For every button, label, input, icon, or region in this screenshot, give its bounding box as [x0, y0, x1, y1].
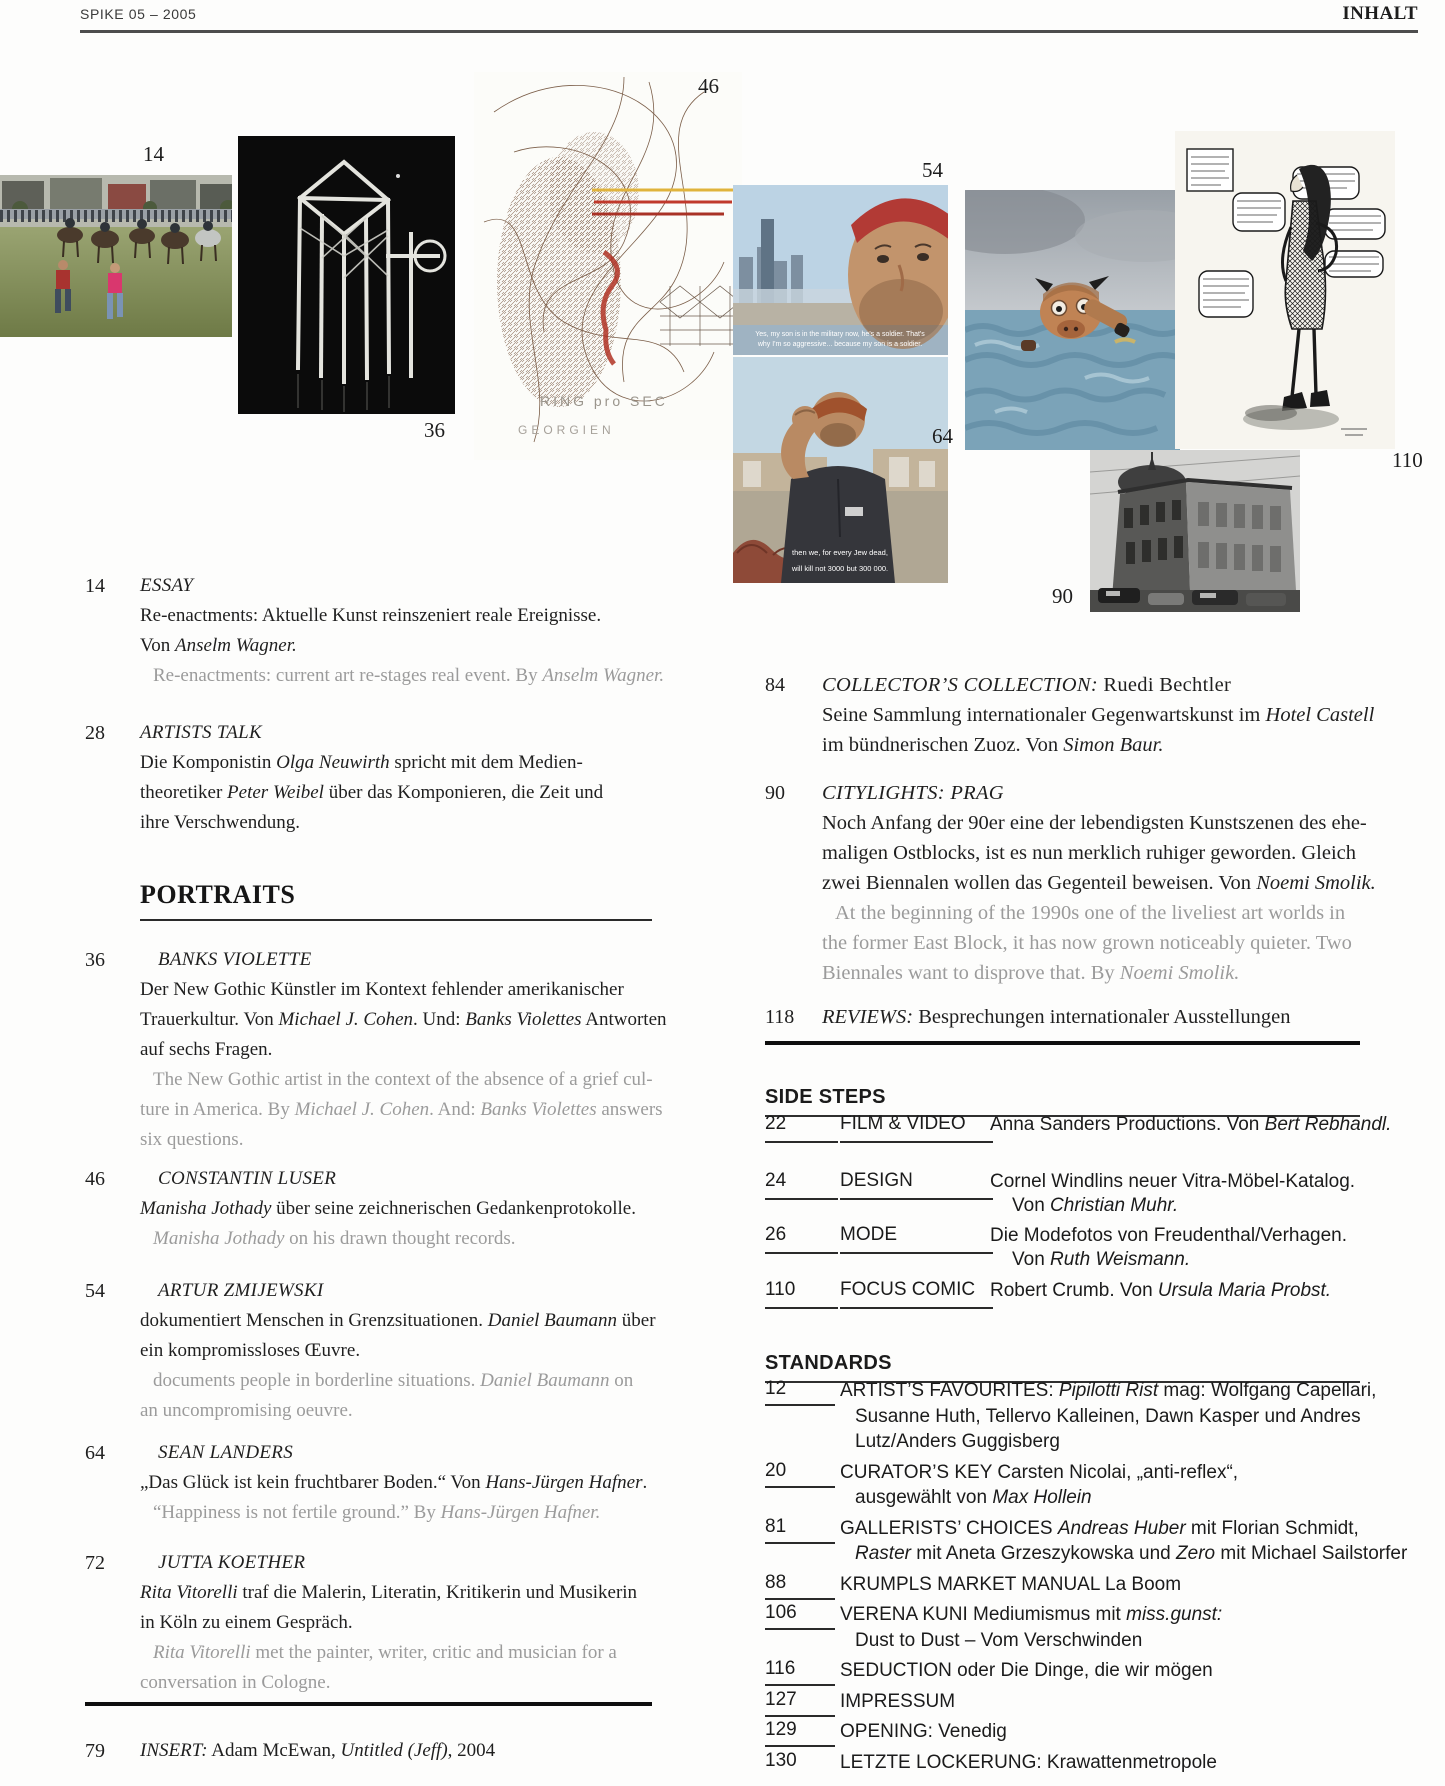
text-run: ARTISTS TALK — [140, 722, 263, 743]
figure-artur-zmijewski-still-top — [733, 185, 948, 355]
entry-page-number: 28 — [85, 722, 105, 744]
standards-lines — [840, 1378, 1415, 1455]
text-run: Banks Violettes — [465, 1009, 582, 1030]
text-run: Die Modefotos von Freudenthal/Verhagen. — [990, 1225, 1348, 1246]
text-run: Rita Vitorelli — [153, 1642, 251, 1663]
figure-label-64: 64 — [932, 424, 953, 448]
text-run: maligen Ostblocks, ist es nun merklich ruhiger geworden. Gleich — [822, 842, 1357, 864]
entry-text-en — [140, 1125, 667, 1155]
standards-line — [840, 1541, 1415, 1567]
standards-item-116 — [765, 1658, 1415, 1684]
toc-entry-72 — [85, 1548, 637, 1698]
standards-line — [840, 1429, 1415, 1455]
entry-lines — [140, 1276, 656, 1426]
toc-entry-14 — [85, 571, 664, 691]
standards-item-12 — [765, 1378, 1415, 1455]
standards-lines — [840, 1572, 1415, 1598]
entry-text-de — [140, 1194, 636, 1224]
text-run: CITYLIGHTS: PRAG — [822, 782, 1004, 804]
text-run: The New Gothic artist in the context of the absence of a grief cul- — [153, 1069, 653, 1090]
entry-text-de — [140, 1306, 656, 1336]
text-run: INSERT: — [140, 1740, 208, 1761]
text-run: CURATOR’S KEY Carsten Nicolai, „anti-reflex“, — [840, 1461, 1239, 1483]
entry-text-en — [140, 1396, 656, 1426]
sidestep-desc-line — [990, 1194, 1355, 1218]
text-run: Andreas Huber — [1057, 1517, 1186, 1539]
text-run: Anselm Wagner. — [542, 665, 665, 686]
text-run: ESSAY — [140, 575, 194, 596]
standards-list — [765, 1378, 1415, 1780]
text-run: Susanne Huth, Tellervo Kalleinen, Dawn Kasper und Andres — [855, 1405, 1361, 1427]
entry-page-number: 84 — [765, 674, 785, 696]
entry-text-de — [140, 1608, 637, 1638]
standards-page-number: 81 — [765, 1516, 835, 1544]
sidestep-page-number: 26 — [765, 1224, 838, 1254]
text-run: conversation in Cologne. — [140, 1672, 331, 1693]
standards-page-number: 12 — [765, 1378, 835, 1406]
text-run: Hotel Castell — [1265, 704, 1375, 726]
sidestep-desc-line — [990, 1248, 1347, 1272]
text-run: in Köln zu einem Gespräch. — [140, 1612, 353, 1633]
standards-lines — [840, 1602, 1415, 1653]
entry-text-en — [822, 928, 1376, 958]
text-run: miss.gunst: — [1126, 1604, 1223, 1625]
entry-text-de — [140, 975, 667, 1005]
text-run: Zero — [1176, 1543, 1216, 1564]
text-run: Max Hollein — [992, 1487, 1092, 1508]
text-run: Robert Crumb. Von — [990, 1280, 1158, 1301]
text-run: Antworten — [581, 1009, 667, 1030]
sidestep-label: DESIGN — [840, 1170, 993, 1200]
standards-line — [840, 1516, 1415, 1542]
text-run: Rita Vitorelli — [140, 1582, 238, 1603]
figure-label-54: 54 — [922, 158, 943, 182]
entry-text-de — [140, 808, 603, 838]
entry-text-de — [822, 868, 1376, 898]
entry-text-en — [140, 1668, 637, 1698]
entry-title — [140, 571, 664, 601]
standards-item-81 — [765, 1516, 1415, 1567]
text-run: auf sechs Fragen. — [140, 1039, 273, 1060]
standards-line — [840, 1628, 1415, 1654]
left-column-rule — [85, 1702, 652, 1706]
entry-page-number: 90 — [765, 782, 785, 804]
standards-line — [840, 1485, 1415, 1511]
text-run: Banks Violettes — [480, 1099, 597, 1120]
text-run: mit Michael Sailstorfer — [1215, 1543, 1408, 1564]
standards-page-number: 106 — [765, 1602, 835, 1630]
standards-lines — [840, 1750, 1415, 1776]
text-run: „Das Glück ist kein fruchtbarer Boden.“ Von — [140, 1472, 486, 1493]
text-run: zwei Biennalen wollen das Gegenteil beweisen. Von — [822, 872, 1257, 894]
text-run: SEDUCTION oder Die Dinge, die wir mögen — [840, 1660, 1213, 1681]
text-run: Ruth Weismann. — [1050, 1249, 1191, 1270]
entry-text-de — [140, 748, 603, 778]
text-run: mag: Wolfgang Capellari, — [1158, 1380, 1377, 1401]
entry-page-number: 64 — [85, 1442, 105, 1464]
text-run: KRUMPLS MARKET MANUAL La Boom — [840, 1573, 1182, 1595]
sidestep-label: MODE — [840, 1224, 993, 1254]
entry-lines — [140, 1736, 495, 1766]
text-run: Noch Anfang der 90er eine der lebendigsten Kunstszenen des ehe- — [822, 812, 1367, 834]
sidestep-desc — [990, 1224, 1347, 1272]
text-run: JUTTA KOETHER — [158, 1552, 306, 1573]
text-run: ein kompromissloses Œuvre. — [140, 1340, 361, 1361]
text-run: theoretiker — [140, 782, 228, 803]
figure-reenactment-photo — [0, 175, 232, 337]
entry-text-de — [140, 601, 664, 631]
header-rule — [80, 30, 1418, 33]
entry-title — [140, 718, 603, 748]
entry-page-number: 79 — [85, 1740, 105, 1762]
toc-entry-28 — [85, 718, 603, 838]
figure-artur-zmijewski-still-bottom — [733, 357, 948, 583]
text-run: Von — [140, 635, 176, 656]
text-run: REVIEWS: — [822, 1006, 914, 1028]
entry-title — [140, 1548, 637, 1578]
text-run: Trauerkultur. Von — [140, 1009, 279, 1030]
text-run: the former East Block, it has now grown noticeably quieter. Two — [822, 932, 1352, 954]
text-run: on his drawn thought records. — [284, 1228, 516, 1249]
standards-line — [840, 1572, 1415, 1598]
standards-lines — [840, 1516, 1415, 1567]
text-run: , 2004 — [447, 1740, 496, 1761]
text-run: Simon Baur. — [1063, 734, 1164, 756]
text-run: ihre Verschwendung. — [140, 812, 301, 833]
standards-page-number: 130 — [765, 1749, 797, 1771]
text-run: Lutz/Anders Guggisberg — [855, 1431, 1060, 1452]
figure-label-14: 14 — [143, 142, 164, 166]
standards-page-number: 129 — [765, 1719, 835, 1747]
figure-label-36: 36 — [424, 418, 445, 442]
sidestep-page-number: 22 — [765, 1113, 838, 1143]
entry-lines — [140, 1164, 636, 1254]
toc-entry-54 — [85, 1276, 656, 1426]
entry-text-de — [822, 700, 1374, 730]
standards-line — [840, 1602, 1415, 1628]
toc-entry-36 — [85, 945, 667, 1155]
standards-item-88 — [765, 1572, 1415, 1598]
text-run: Biennales want to disprove that. By — [822, 962, 1120, 984]
text-run: CONSTANTIN LUSER — [158, 1168, 337, 1189]
sidestep-desc — [990, 1113, 1391, 1137]
text-run: dokumentiert Menschen in Grenzsituationen. — [140, 1310, 488, 1331]
text-run: met the painter, writer, critic and musician for a — [250, 1642, 617, 1663]
sidestep-label: FOCUS COMIC — [840, 1279, 993, 1309]
text-run: Noemi Smolik. — [1119, 962, 1240, 984]
text-run: IMPRESSUM — [840, 1690, 956, 1712]
text-run: Dust to Dust – Vom Verschwinden — [855, 1629, 1143, 1651]
standards-item-129 — [765, 1719, 1415, 1745]
standards-line — [840, 1689, 1415, 1715]
entry-title — [140, 1164, 636, 1194]
text-run: Ruedi Bechtler — [1097, 674, 1232, 696]
toc-entry-79 — [85, 1736, 495, 1766]
entry-text-de — [822, 808, 1376, 838]
entry-text-de — [140, 1578, 637, 1608]
text-run: OPENING: Venedig — [840, 1721, 1007, 1742]
figure-robert-crumb-comic — [1175, 131, 1395, 449]
text-run: Anna Sanders Productions. Von — [990, 1114, 1265, 1135]
subtitle-bottom-line1: then we, for every Jew dead, — [792, 548, 888, 557]
figure-label-90: 90 — [1052, 584, 1073, 608]
text-run: GALLERISTS’ CHOICES — [840, 1517, 1058, 1539]
text-run: Der New Gothic Künstler im Kontext fehlender amerikanischer — [140, 979, 624, 1000]
text-run: on — [609, 1370, 634, 1391]
entry-lines — [140, 1438, 647, 1528]
entry-text-de — [822, 838, 1376, 868]
text-run: At the beginning of the 1990s one of the liveliest art worlds in — [835, 902, 1346, 924]
standards-page-number: 127 — [765, 1689, 835, 1717]
entry-page-number: 46 — [85, 1168, 105, 1190]
text-run: Noemi Smolik. — [1256, 872, 1376, 894]
text-run: Ursula Maria Probst. — [1157, 1280, 1332, 1301]
toc-entry-90 — [765, 778, 1376, 988]
right-column-rule — [765, 1041, 1360, 1045]
entry-title — [822, 670, 1374, 700]
entry-text-de — [140, 778, 603, 808]
entry-text-de — [822, 730, 1374, 760]
standards-line — [840, 1719, 1415, 1745]
figure-banks-violette-sculpture — [238, 136, 455, 414]
text-run: six questions. — [140, 1129, 244, 1150]
entry-lines — [140, 1548, 637, 1698]
drawing-caption-1: RING pro SEC — [540, 393, 668, 409]
text-run: ture in America. By — [140, 1099, 295, 1120]
text-run: ARTUR ZMIJEWSKI — [158, 1280, 324, 1301]
entry-lines — [140, 945, 667, 1155]
text-run: ausgewählt von — [855, 1487, 993, 1508]
standards-lines — [840, 1658, 1415, 1684]
drawing-caption-2: GEORGIEN — [518, 423, 615, 437]
text-run: über — [617, 1310, 656, 1331]
text-run: Untitled (Jeff) — [340, 1740, 448, 1761]
subtitle-top-line1: Yes, my son is in the military now, he's a soldier. That's — [755, 331, 925, 338]
text-run: Adam McEwan, — [207, 1740, 341, 1761]
entry-text-de — [140, 1005, 667, 1035]
text-run: Peter Weibel — [227, 782, 324, 803]
text-run: Seine Sammlung internationaler Gegenwartskunst im — [822, 704, 1266, 726]
text-run: COLLECTOR’S COLLECTION: — [822, 674, 1098, 696]
standards-line — [840, 1378, 1415, 1404]
standards-heading: STANDARDS — [765, 1352, 1360, 1383]
text-run: Michael J. Cohen — [278, 1009, 414, 1030]
sidestep-page-number: 24 — [765, 1170, 838, 1200]
subtitle-bottom-line2: will kill not 3000 but 300 000. — [791, 564, 889, 573]
standards-line — [840, 1750, 1415, 1776]
text-run: über seine zeichnerischen Gedankenprotokolle. — [271, 1198, 636, 1219]
sidestep-label: FILM & VIDEO — [840, 1113, 993, 1143]
sidestep-desc — [990, 1279, 1331, 1303]
text-run: . Und: — [413, 1009, 466, 1030]
standards-lines — [840, 1460, 1415, 1511]
text-run: an uncompromising oeuvre. — [140, 1400, 353, 1421]
text-run: documents people in borderline situations. — [153, 1370, 481, 1391]
standards-item-20 — [765, 1460, 1415, 1511]
entry-lines — [140, 571, 664, 691]
entry-text-de — [140, 1035, 667, 1065]
text-run: spricht mit dem Medien- — [389, 752, 583, 773]
toc-entry-118 — [765, 1002, 1291, 1032]
text-run: Re-enactments: current art re-stages real event. By — [153, 665, 543, 686]
text-run: LETZTE LOCKERUNG: Krawattenmetropole — [840, 1751, 1217, 1773]
text-run: Raster — [855, 1543, 911, 1564]
text-run: im bündnerischen Zuoz. Von — [822, 734, 1064, 756]
text-run: BANKS VIOLETTE — [158, 949, 312, 970]
entry-page-number: 36 — [85, 949, 105, 971]
text-run: Bert Rebhandl. — [1264, 1114, 1392, 1135]
entry-text-en — [140, 1638, 637, 1668]
figure-label-110: 110 — [1392, 448, 1423, 472]
entry-text-de — [822, 1002, 1291, 1032]
entry-text-de — [140, 631, 664, 661]
entry-lines — [822, 778, 1376, 988]
text-run: Olga Neuwirth — [276, 752, 390, 773]
text-run: Cornel Windlins neuer Vitra-Möbel-Katalog. — [990, 1171, 1356, 1192]
entry-text-en — [140, 661, 664, 691]
sidestep-desc-line — [990, 1224, 1347, 1248]
text-run: ARTIST’S FAVOURITES: — [840, 1380, 1059, 1401]
figure-prague-building-photo — [1090, 450, 1300, 612]
toc-entry-84 — [765, 670, 1374, 760]
figure-constantin-luser-drawing — [474, 72, 742, 460]
text-run: Besprechungen internationaler Ausstellungen — [913, 1006, 1291, 1028]
entry-text-de — [140, 1336, 656, 1366]
standards-line — [840, 1404, 1415, 1430]
entry-text-en — [140, 1224, 636, 1254]
entry-title — [140, 1276, 656, 1306]
text-run: Daniel Baumann — [480, 1370, 610, 1391]
entry-page-number: 14 — [85, 575, 105, 597]
text-run: Von — [1012, 1249, 1051, 1270]
text-run: Daniel Baumann — [487, 1310, 618, 1331]
standards-page-number: 116 — [765, 1658, 835, 1686]
text-run: Anselm Wagner. — [175, 635, 297, 656]
sidestep-desc-line — [990, 1113, 1391, 1137]
text-run: traf die Malerin, Literatin, Kritikerin und Musikerin — [237, 1582, 638, 1603]
text-run: . And: — [429, 1099, 481, 1120]
text-run: Michael J. Cohen — [294, 1099, 430, 1120]
text-run: Von — [1012, 1195, 1051, 1216]
entry-page-number: 118 — [765, 1006, 795, 1028]
text-run: SEAN LANDERS — [158, 1442, 294, 1463]
standards-item-106 — [765, 1602, 1415, 1653]
entry-text-de — [140, 1468, 647, 1498]
text-run: Pipilotti Rist — [1058, 1380, 1159, 1401]
issue-title: SPIKE 05 – 2005 — [80, 6, 197, 22]
figure-sean-landers-painting — [965, 190, 1180, 450]
standards-line — [840, 1460, 1415, 1486]
entry-text-en — [140, 1065, 667, 1095]
text-run: Hans-Jürgen Hafner. — [440, 1502, 601, 1523]
entry-text-de — [140, 1736, 495, 1766]
text-run: mit Aneta Grzeszykowska und — [910, 1543, 1177, 1564]
entry-title — [822, 778, 1376, 808]
text-run: Re-enactments: Aktuelle Kunst reinszeniert reale Ereignisse. — [140, 605, 602, 626]
entry-page-number: 54 — [85, 1280, 105, 1302]
sidestep-desc-line — [990, 1170, 1355, 1194]
sidestep-desc — [990, 1170, 1355, 1218]
entry-text-en — [140, 1498, 647, 1528]
toc-entry-46 — [85, 1164, 636, 1254]
entry-title — [140, 1438, 647, 1468]
standards-lines — [840, 1719, 1415, 1745]
entry-lines — [140, 718, 603, 838]
text-run: über das Komponieren, die Zeit und — [323, 782, 604, 803]
toc-entry-64 — [85, 1438, 647, 1528]
entry-text-en — [140, 1095, 667, 1125]
standards-item-130 — [765, 1750, 1415, 1776]
side-steps-heading: SIDE STEPS — [765, 1086, 1360, 1117]
standards-lines — [840, 1689, 1415, 1715]
standards-page-number: 88 — [765, 1572, 835, 1600]
text-run: mit Florian Schmidt, — [1185, 1517, 1359, 1539]
entry-text-en — [140, 1366, 656, 1396]
entry-lines — [822, 1002, 1291, 1032]
text-run: Hans-Jürgen Hafner — [485, 1472, 643, 1493]
entry-lines — [822, 670, 1374, 760]
text-run: answers — [596, 1099, 663, 1120]
text-run: . — [642, 1472, 648, 1493]
entry-text-en — [822, 958, 1376, 988]
portraits-section-heading: PORTRAITS — [140, 880, 652, 921]
sidestep-page-number: 110 — [765, 1279, 838, 1309]
text-run: Die Komponistin — [140, 752, 277, 773]
text-run: “Happiness is not fertile ground.” By — [153, 1502, 441, 1523]
standards-page-number: 20 — [765, 1460, 835, 1488]
text-run: Christian Muhr. — [1050, 1195, 1179, 1216]
entry-page-number: 72 — [85, 1552, 105, 1574]
entry-title — [140, 945, 667, 975]
text-run: VERENA KUNI Mediumismus mit — [840, 1604, 1127, 1625]
page-title: INHALT — [1342, 3, 1418, 24]
text-run: Manisha Jothady — [153, 1228, 285, 1249]
subtitle-top-line2: why I'm so aggressive... because my son is a soldier. — [757, 341, 923, 348]
sidestep-desc-line — [990, 1279, 1331, 1303]
entry-text-en — [822, 898, 1376, 928]
figure-label-46: 46 — [698, 74, 719, 98]
text-run: Manisha Jothady — [140, 1198, 272, 1219]
standards-item-127 — [765, 1689, 1415, 1715]
standards-line — [840, 1658, 1415, 1684]
